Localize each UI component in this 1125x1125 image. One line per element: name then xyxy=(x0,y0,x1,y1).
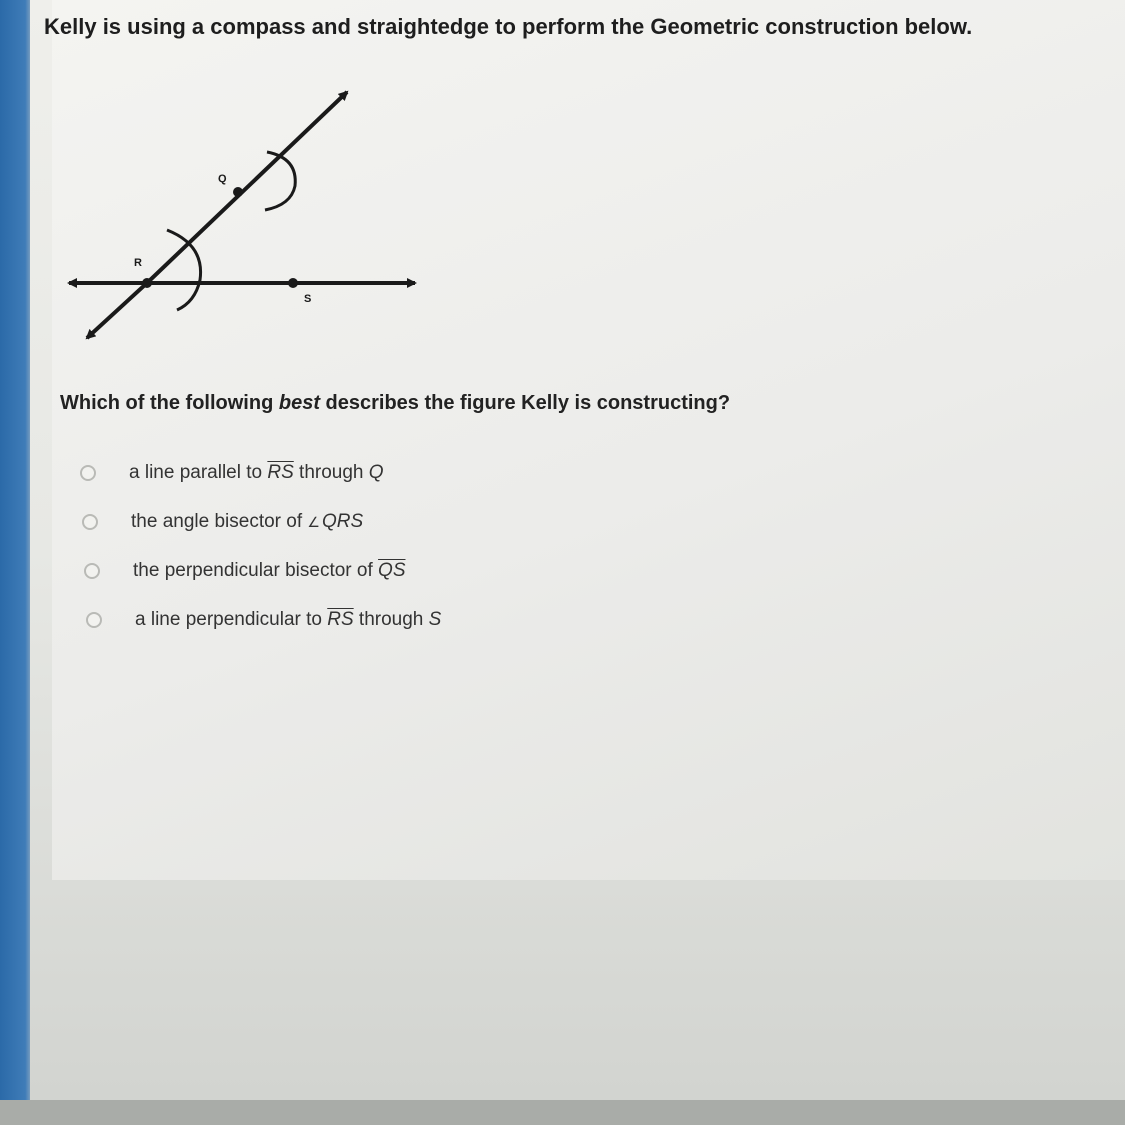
angle-label: QRS xyxy=(321,510,364,532)
choice-text xyxy=(129,462,384,484)
choice-perpendicular-line[interactable] xyxy=(86,595,441,644)
choice-label-end: through xyxy=(353,608,429,630)
choice-text xyxy=(131,511,363,533)
choice-label: a line perpendicular to xyxy=(135,608,328,630)
construction-figure xyxy=(55,80,435,350)
choice-angle-bisector[interactable] xyxy=(82,497,437,546)
ray-rq xyxy=(147,92,347,283)
angle-symbol: ∠ xyxy=(307,513,320,530)
choice-text xyxy=(135,609,441,631)
radio-button[interactable] xyxy=(84,563,100,579)
point-r xyxy=(142,278,152,288)
point-label: Q xyxy=(368,461,384,483)
question-title: Kelly is using a compass and straightedge to perform the Geometric construction below. xyxy=(44,14,973,39)
radio-button[interactable] xyxy=(86,612,102,628)
choice-label: the perpendicular bisector of xyxy=(133,559,379,581)
label-r: R xyxy=(134,257,142,269)
radio-button[interactable] xyxy=(82,514,98,530)
choice-label: a line parallel to xyxy=(129,461,268,483)
segment-label: $\overline{RS}$ xyxy=(327,608,354,630)
answer-choices xyxy=(80,448,442,644)
label-s: S xyxy=(304,293,312,305)
segment-label: $\overline{RS}$ xyxy=(267,461,294,483)
compass-arc-q xyxy=(265,152,295,210)
radio-button[interactable] xyxy=(80,465,96,481)
compass-arc-r xyxy=(167,230,201,310)
point-s xyxy=(288,278,298,288)
line-rq xyxy=(87,283,147,338)
choice-label-end: through xyxy=(293,461,369,483)
choice-label: the angle bisector of xyxy=(131,510,308,532)
bottom-strip xyxy=(0,1100,1125,1125)
label-q: Q xyxy=(218,173,227,185)
point-q xyxy=(233,187,243,197)
choice-parallel-line[interactable] xyxy=(80,448,435,497)
question-prompt xyxy=(60,392,730,415)
prompt-text-start: Which of the following xyxy=(60,392,279,414)
point-label: S xyxy=(428,608,442,630)
choice-perpendicular-bisector[interactable] xyxy=(84,546,439,595)
prompt-emphasis: best xyxy=(278,392,320,414)
segment-label: $\overline{QS}$ xyxy=(378,559,406,581)
prompt-text-end: describes the figure Kelly is constructing? xyxy=(319,392,731,414)
choice-text xyxy=(133,560,406,582)
